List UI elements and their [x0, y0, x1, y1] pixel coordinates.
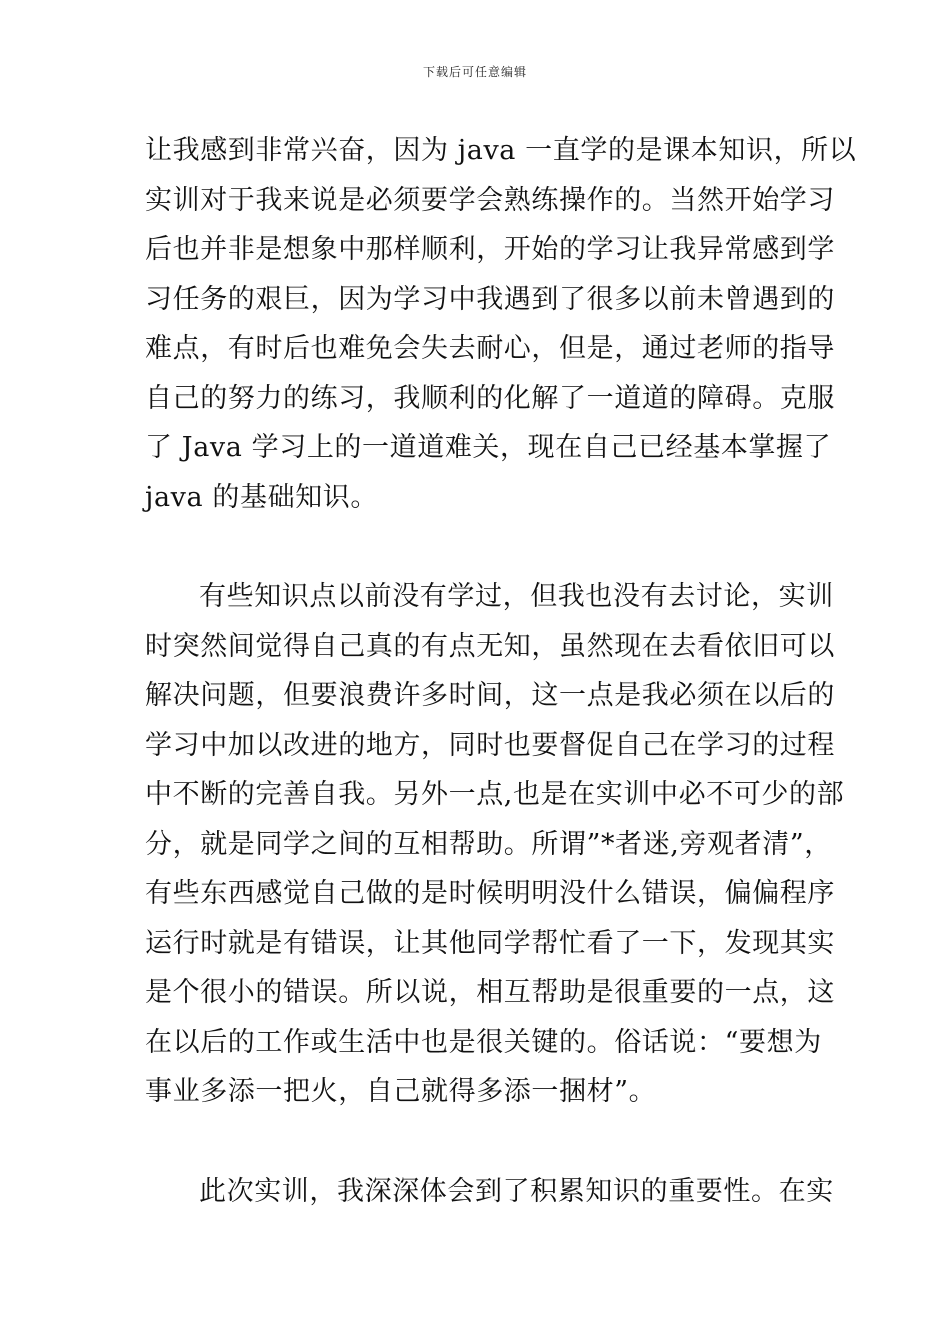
document-body [145, 126, 857, 1216]
text-line: 事业多添一把火，自己就得多添一捆材”。 [145, 1076, 657, 1107]
text-line: 在以后的工作或生活中也是很关键的。俗话说：“要想为 [145, 1026, 822, 1058]
text-line: 是个很小的错误。所以说，相互帮助是很重要的一点，这 [145, 977, 835, 1008]
paragraph-spacer [145, 1117, 810, 1167]
text-line: 让我感到非常兴奋，因为 java 一直学的是课本知识，所以 [145, 135, 857, 166]
paragraph-spacer [145, 522, 810, 572]
text-line: 后也并非是想象中那样顺利，开始的学习让我异常感到学 [145, 234, 835, 265]
text-line: 运行时就是有错误，让其他同学帮忙看了一下，发现其实 [145, 927, 835, 959]
text-line: 难点，有时后也难免会失去耐心，但是，通过老师的指导 [145, 333, 835, 364]
text-line: 习任务的艰巨，因为学习中我遇到了很多以前未曾遇到的 [145, 283, 835, 315]
paragraph [145, 572, 845, 1117]
text-line: 时突然间觉得自己真的有点无知，虽然现在去看依旧可以 [145, 630, 835, 662]
text-line: 解决问题，但要浪费许多时间，这一点是我必须在以后的 [145, 680, 835, 711]
text-line: 分，就是同学之间的互相帮助。所谓”*者迷,旁观者清”， [145, 828, 832, 860]
text-line: 有些东西感觉自己做的是时候明明没什么错误，偏偏程序 [145, 878, 835, 909]
text-line: 有些知识点以前没有学过，但我也没有去讨论，实训 [199, 581, 834, 612]
text-line: 自己的努力的练习，我顺利的化解了一道道的障碍。克服 [145, 382, 835, 414]
paragraph [145, 126, 857, 522]
text-line: 此次实训，我深深体会到了积累知识的重要性。在实 [199, 1175, 834, 1207]
text-line: 实训对于我来说是必须要学会熟练操作的。当然开始学习 [145, 184, 835, 216]
text-line: 了 Java 学习上的一道道难关，现在自己已经基本掌握了 [145, 432, 832, 463]
paragraph [145, 1167, 834, 1217]
text-line: 中不断的完善自我。另外一点,也是在实训中必不可少的部 [145, 779, 845, 810]
text-line: 学习中加以改进的地方，同时也要督促自己在学习的过程 [145, 729, 835, 761]
page-header: 下载后可任意编辑 [422, 65, 527, 79]
text-line: java 的基础知识。 [145, 481, 379, 513]
